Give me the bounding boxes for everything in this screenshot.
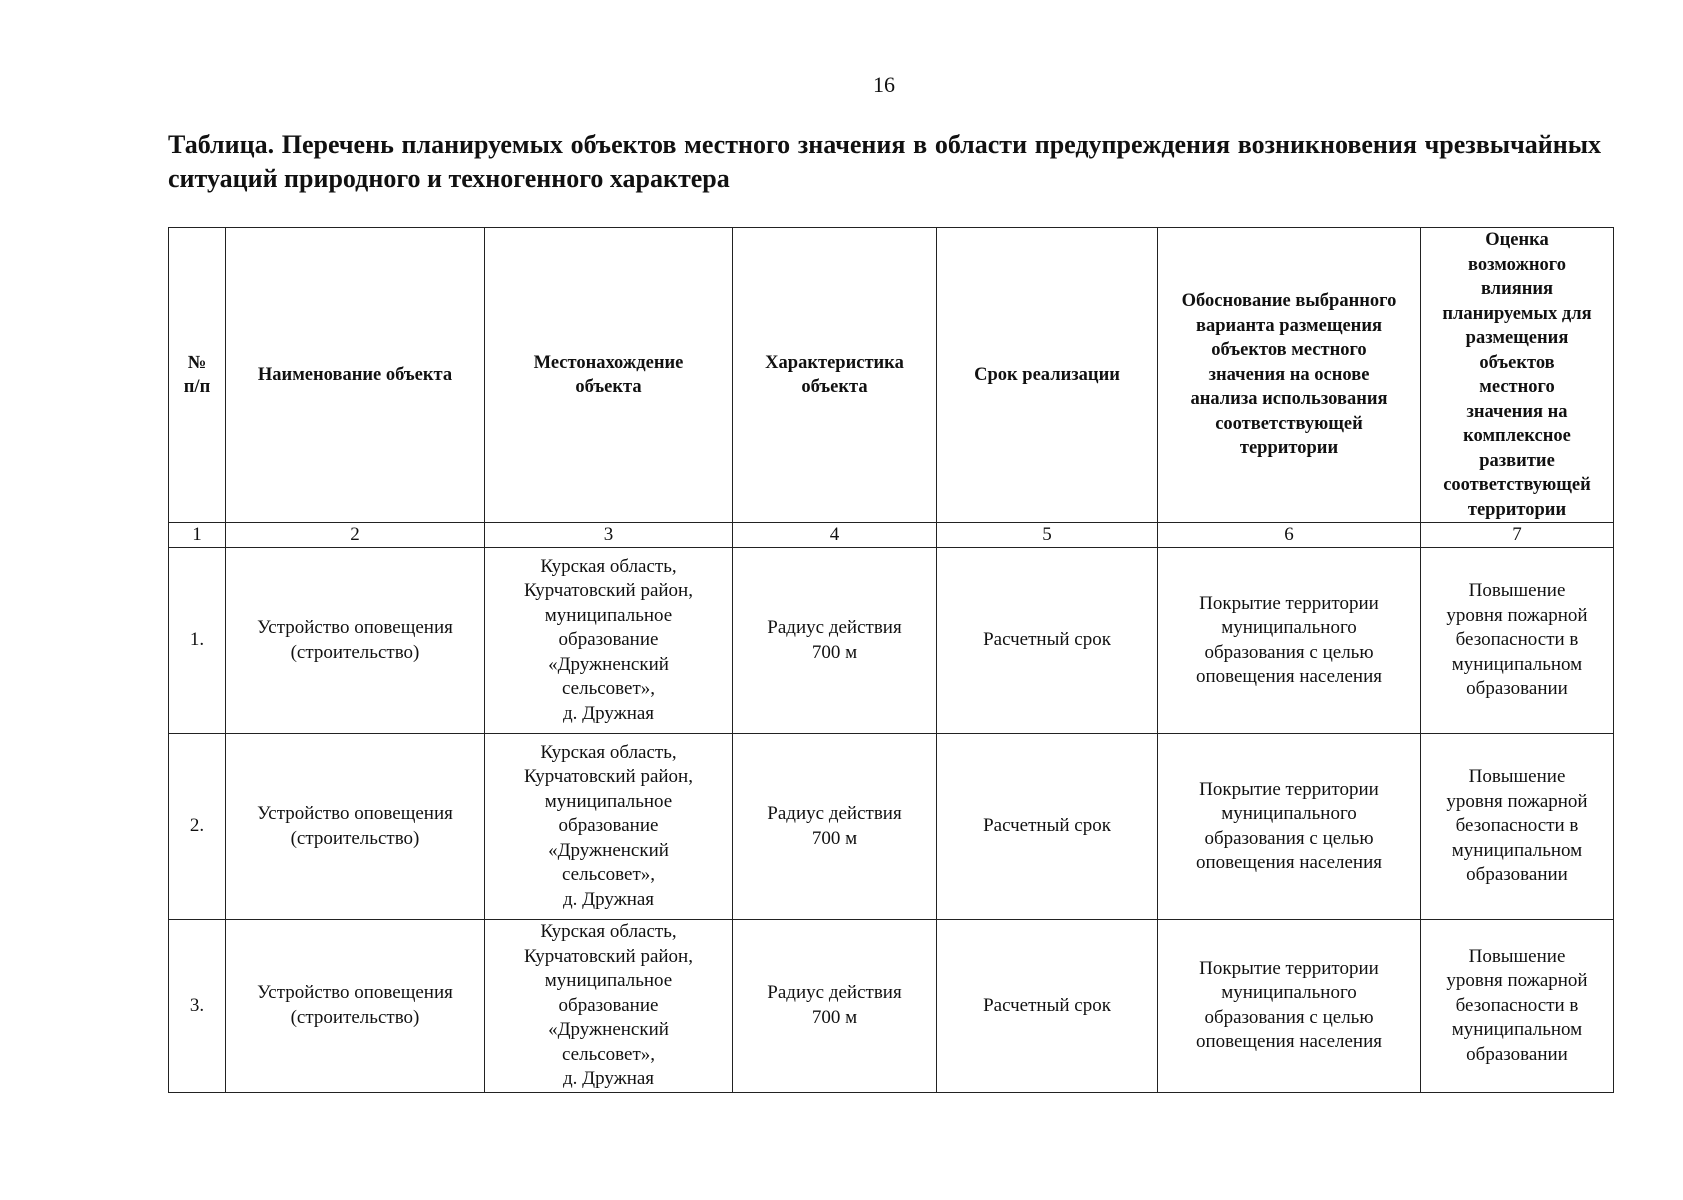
characteristic-cell: Радиус действия 700 м [733,548,937,734]
term-cell: Расчетный срок [937,548,1158,734]
column-number: 3 [485,523,733,548]
table-row [169,734,1614,920]
object-name-cell: Устройство оповещения (строительство) [226,734,485,920]
row-number-cell: 3. [169,920,226,1093]
header-cell-justification: Обоснование выбранного варианта размещения объектов местного значения на основе анализа использования соответствующей территории [1158,228,1421,523]
justification-cell: Покрытие территории муниципального образования с целью оповещения населения [1158,548,1421,734]
assessment-cell: Повышение уровня пожарной безопасности в муниципальном образовании [1421,734,1614,920]
objects-table [168,227,1614,1093]
table-row [169,548,1614,734]
row-number-cell: 2. [169,734,226,920]
object-name-cell: Устройство оповещения (строительство) [226,920,485,1093]
location-cell: Курская область, Курчатовский район, муниципальное образование «Дружненский сельсовет», д. Дружная [485,920,733,1093]
column-number: 1 [169,523,226,548]
header-cell-number: № п/п [169,228,226,523]
header-cell-name: Наименование объекта [226,228,485,523]
characteristic-cell: Радиус действия 700 м [733,734,937,920]
assessment-cell: Повышение уровня пожарной безопасности в муниципальном образовании [1421,920,1614,1093]
page-number: 16 [873,72,895,97]
column-number: 6 [1158,523,1421,548]
object-name-cell: Устройство оповещения (строительство) [226,548,485,734]
column-number-row [169,523,1614,548]
header-cell-assessment: Оценка возможного влияния планируемых для размещения объектов местного значения на комплексное развитие соответствующей территории [1421,228,1614,523]
term-cell: Расчетный срок [937,734,1158,920]
header-cell-term: Срок реализации [937,228,1158,523]
justification-cell: Покрытие территории муниципального образования с целью оповещения населения [1158,920,1421,1093]
column-number: 4 [733,523,937,548]
characteristic-cell: Радиус действия 700 м [733,920,937,1093]
location-cell: Курская область, Курчатовский район, муниципальное образование «Дружненский сельсовет», д. Дружная [485,548,733,734]
location-cell: Курская область, Курчатовский район, муниципальное образование «Дружненский сельсовет», д. Дружная [485,734,733,920]
table-row [169,920,1614,1093]
justification-cell: Покрытие территории муниципального образования с целью оповещения населения [1158,734,1421,920]
header-cell-location: Местонахождение объекта [485,228,733,523]
term-cell: Расчетный срок [937,920,1158,1093]
header-row [169,228,1614,523]
column-number: 2 [226,523,485,548]
column-number: 7 [1421,523,1614,548]
assessment-cell: Повышение уровня пожарной безопасности в муниципальном образовании [1421,548,1614,734]
table-caption: Таблица. Перечень планируемых объектов местного значения в области предупреждения возникновения чрезвычайных ситуаций природного и техногенного характера [168,130,1601,193]
row-number-cell: 1. [169,548,226,734]
header-cell-characteristic: Характеристика объекта [733,228,937,523]
column-number: 5 [937,523,1158,548]
